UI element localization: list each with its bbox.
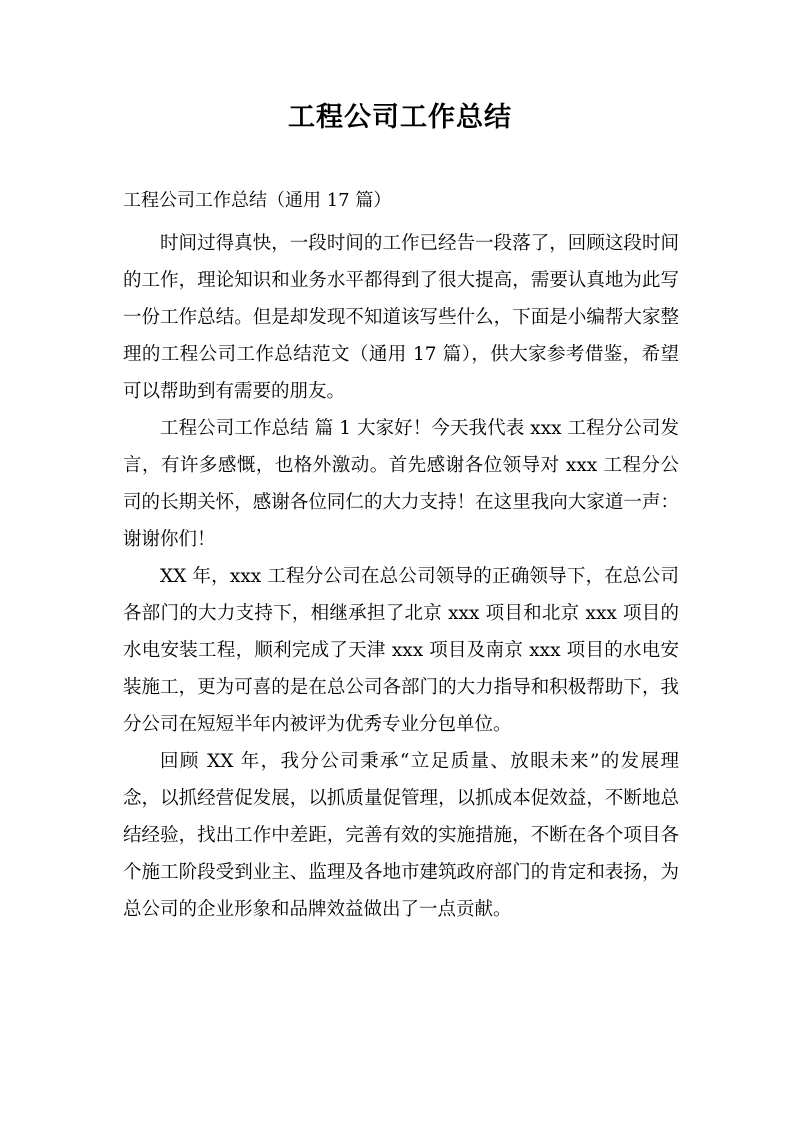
document-body bbox=[123, 225, 679, 928]
paragraph-intro: 时间过得真快，一段时间的工作已经告一段落了，回顾这段时间的工作，理论知识和业务水平都得到了很大提高，需要认真地为此写一份工作总结。但是却发现不知道该写些什么，下面是小编帮大家整理的工程公司工作总结范文（通用 17 篇），供大家参考借鉴，希望可以帮助到有需要的朋友。 bbox=[123, 233, 679, 402]
paragraph-review: 回顾 XX 年，我分公司秉承“立足质量、放眼未来”的发展理念，以抓经营促发展，以抓质量促管理，以抓成本促效益，不断地总结经验，找出工作中差距，完善有效的实施措施，不断在各个项目各个施工阶段受到业主、监理及各地市建筑政府部门的肯定和表扬，为总公司的企业形象和品牌效益做出了一点贡献。 bbox=[123, 751, 679, 920]
document-title: 工程公司工作总结 bbox=[288, 102, 512, 133]
document-subtitle: 工程公司工作总结（通用 17 篇） bbox=[123, 190, 392, 211]
paragraph-achievements: XX 年，xxx 工程分公司在总公司领导的正确领导下，在总公司各部门的大力支持下，相继承担了北京 xxx 项目和北京 xxx 项目的水电安装工程，顺利完成了天津 xxx 项目及南京 xxx 项目的水电安装施工，更为可喜的是在总公司各部门的大力指导和积极帮助下，我分公司在短短半年内被评为优秀专业分包单位。 bbox=[123, 566, 679, 735]
paragraph-section-1-opening: 工程公司工作总结 篇 1 大家好！今天我代表 xxx 工程分公司发言，有许多感慨，也格外激动。首先感谢各位领导对 xxx 工程分公司的长期关怀，感谢各位同仁的大力支持！在这里我向大家道一声：谢谢你们！ bbox=[123, 418, 679, 550]
